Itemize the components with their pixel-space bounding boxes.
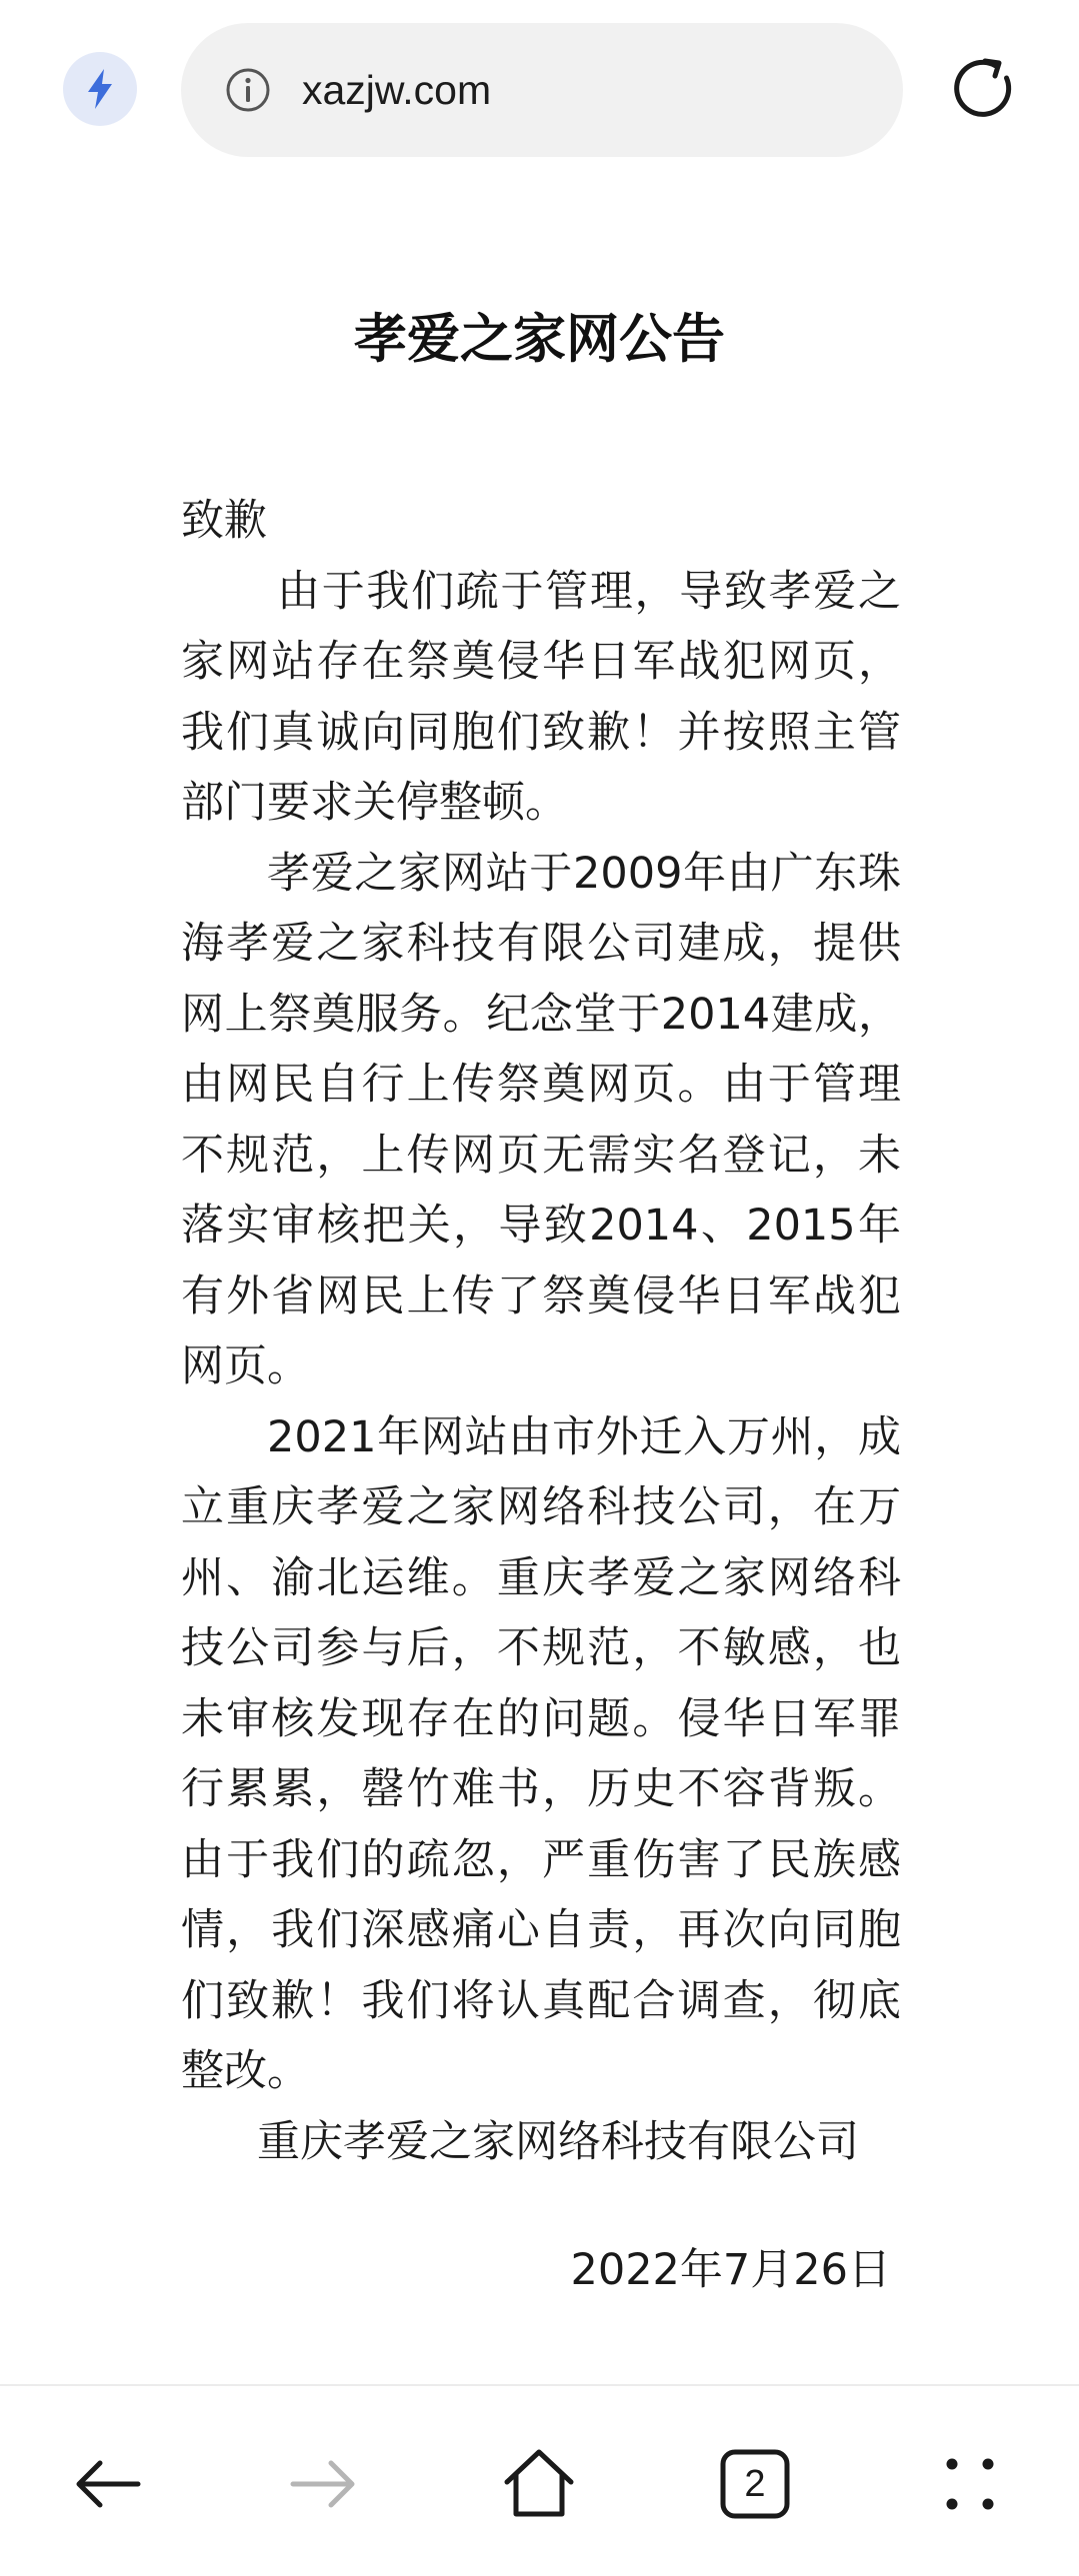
address-bar[interactable] <box>181 23 903 157</box>
tab-count: 2 <box>744 2462 766 2505</box>
menu-dots-icon[interactable] <box>930 2444 1010 2524</box>
back-arrow-icon[interactable] <box>68 2444 148 2524</box>
info-icon[interactable] <box>225 67 271 113</box>
browser-top-bar <box>0 0 1079 170</box>
signature: 重庆孝爱之家网络科技有限公司 <box>257 2116 859 2167</box>
url-text[interactable]: xazjw.com <box>302 67 492 113</box>
tabs-icon[interactable] <box>715 2444 795 2524</box>
home-icon[interactable] <box>499 2444 579 2524</box>
paragraph: 孝爱之家网站于2009年由广东珠海孝爱之家科技有限公司建成，提供网上祭奠服务。纪念堂于2014建成，由网民自行上传祭奠网页。由于管理不规范，上传网页无需实名登记，未落实审核把关，导致2014、2015年有外省网民上传了祭奠侵华日军战犯网页。 <box>181 848 901 1391</box>
bottom-bar-divider <box>0 2384 1079 2386</box>
article-body <box>181 486 901 2306</box>
publish-date: 2022年7月26日 <box>570 2245 891 2295</box>
forward-arrow-icon[interactable] <box>283 2444 363 2524</box>
paragraph: 2021年网站由市外迁入万州，成立重庆孝爱之家网络科技公司，在万州、渝北运维。重庆孝爱之家网络科技公司参与后，不规范，不敏感，也未审核发现存在的问题。侵华日军罪行累累，罄竹难书，历史不容背叛。由于我们的疏忽，严重伤害了民族感情，我们深感痛心自责，再次向同胞们致歉！我们将认真配合调查，彻底整改。 <box>181 1411 901 2096</box>
paragraph: 由于我们疏于管理，导致孝爱之家网站存在祭奠侵华日军战犯网页，我们真诚向同胞们致歉！并按照主管部门要求关停整顿。 <box>181 566 901 828</box>
page-title: 孝爱之家网公告 <box>354 309 725 370</box>
bolt-icon[interactable] <box>63 52 137 126</box>
salutation: 致歉 <box>181 496 267 546</box>
refresh-icon[interactable] <box>948 53 1020 125</box>
